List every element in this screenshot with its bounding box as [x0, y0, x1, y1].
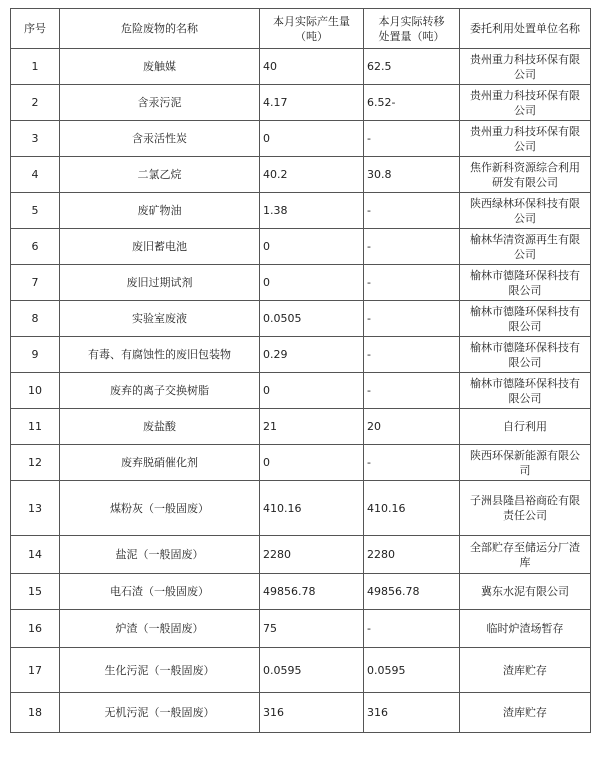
table-row	[11, 193, 591, 229]
waste-name	[60, 193, 260, 229]
transferred-amount-text: -	[367, 240, 371, 253]
disposal-unit-text: 公司	[514, 67, 536, 81]
waste-name	[60, 610, 260, 648]
waste-name	[60, 229, 260, 265]
transferred-amount-text: -	[367, 276, 371, 289]
table-body	[11, 49, 591, 733]
generated-amount	[260, 229, 364, 265]
generated-amount-text: 4.17	[263, 96, 288, 109]
table-row	[11, 121, 591, 157]
table-row	[11, 610, 591, 648]
disposal-unit-text: 榆林市德隆环保科技有	[470, 304, 580, 318]
generated-amount-text: 0	[263, 456, 270, 469]
row-number-text: 1	[31, 60, 39, 73]
row-number-text: 8	[31, 312, 39, 325]
row-number	[11, 445, 60, 481]
row-number	[11, 121, 60, 157]
transferred-amount	[364, 693, 460, 733]
row-number-text: 2	[31, 96, 39, 109]
row-number-text: 3	[31, 132, 39, 145]
transferred-amount-text: 2280	[367, 548, 395, 561]
row-number-text: 6	[31, 240, 39, 253]
transferred-amount-text: -	[367, 312, 371, 325]
generated-amount	[260, 574, 364, 610]
transferred-amount-text: 6.52-	[367, 96, 396, 109]
disposal-unit-text: 贵州重力科技环保有限	[470, 52, 580, 66]
disposal-unit-text: 全部贮存至储运分厂渣	[470, 540, 580, 554]
disposal-unit-text: 榆林华清资源再生有限	[470, 232, 580, 246]
transferred-amount	[364, 193, 460, 229]
row-number-text: 5	[31, 204, 39, 217]
disposal-unit	[460, 85, 591, 121]
transferred-amount-text: 30.8	[367, 168, 392, 181]
row-number	[11, 85, 60, 121]
waste-name	[60, 157, 260, 193]
waste-name	[60, 121, 260, 157]
row-number-text: 14	[28, 548, 42, 561]
disposal-unit-text: 焦作新科资源综合利用	[470, 160, 580, 174]
waste-name	[60, 49, 260, 85]
generated-amount-text: 21	[263, 420, 277, 433]
waste-name	[60, 337, 260, 373]
generated-amount	[260, 337, 364, 373]
disposal-unit-text: 限公司	[508, 319, 542, 333]
disposal-unit-text: 陕西环保新能源有限公	[470, 448, 580, 462]
disposal-unit	[460, 49, 591, 85]
disposal-unit	[460, 337, 591, 373]
header-generated: 本月实际产生量 （吨）	[260, 9, 364, 49]
disposal-unit-text: 限公司	[508, 391, 542, 405]
row-number	[11, 409, 60, 445]
table-row	[11, 373, 591, 409]
generated-amount-text: 316	[263, 706, 284, 719]
header-unit: 委托利用处置单位名称	[460, 9, 591, 49]
waste-name-text: 含汞污泥	[137, 96, 182, 109]
waste-name	[60, 574, 260, 610]
waste-name	[60, 265, 260, 301]
table-row	[11, 481, 591, 536]
generated-amount-text: 0	[263, 276, 270, 289]
row-number	[11, 373, 60, 409]
table-row	[11, 536, 591, 574]
header-transferred: 本月实际转移 处置量（吨）	[364, 9, 460, 49]
generated-amount	[260, 157, 364, 193]
waste-name-text: 废矿物油	[137, 204, 182, 217]
waste-name-text: 废盐酸	[143, 420, 176, 433]
transferred-amount-text: -	[367, 456, 371, 469]
disposal-unit	[460, 610, 591, 648]
waste-name-text: 电石渣（一般固废）	[110, 585, 209, 598]
generated-amount-text: 40.2	[263, 168, 288, 181]
row-number	[11, 693, 60, 733]
waste-name	[60, 409, 260, 445]
transferred-amount	[364, 481, 460, 536]
row-number-text: 15	[28, 585, 42, 598]
generated-amount-text: 40	[263, 60, 277, 73]
table-row	[11, 85, 591, 121]
header-no: 序号	[11, 9, 60, 49]
waste-name-text: 含汞活性炭	[132, 132, 187, 145]
row-number	[11, 157, 60, 193]
waste-name	[60, 481, 260, 536]
waste-name-text: 无机污泥（一般固废）	[104, 706, 215, 719]
row-number-text: 17	[28, 663, 42, 677]
disposal-unit	[460, 121, 591, 157]
waste-name-text: 二氯乙烷	[137, 168, 182, 181]
row-number	[11, 337, 60, 373]
generated-amount	[260, 536, 364, 574]
transferred-amount-text: -	[367, 622, 371, 635]
generated-amount	[260, 265, 364, 301]
table-row	[11, 445, 591, 481]
disposal-unit-text: 贵州重力科技环保有限	[470, 124, 580, 138]
transferred-amount	[364, 337, 460, 373]
disposal-unit	[460, 536, 591, 574]
waste-name-text: 实验室废液	[132, 312, 187, 325]
waste-name-text: 废触媒	[143, 60, 176, 73]
transferred-amount	[364, 574, 460, 610]
generated-amount-text: 0.0595	[263, 663, 302, 677]
row-number-text: 7	[31, 276, 39, 289]
disposal-unit-text: 子洲县隆昌裕商砼有限	[470, 494, 580, 507]
row-number	[11, 536, 60, 574]
table-row	[11, 337, 591, 373]
generated-amount	[260, 610, 364, 648]
transferred-amount	[364, 648, 460, 693]
waste-name	[60, 301, 260, 337]
disposal-unit	[460, 157, 591, 193]
generated-amount-text: 1.38	[263, 204, 288, 217]
row-number-text: 4	[31, 168, 39, 181]
generated-amount	[260, 445, 364, 481]
disposal-unit-text: 公司	[514, 247, 536, 261]
row-number-text: 9	[31, 348, 39, 361]
disposal-unit-text: 临时炉渣场暂存	[486, 622, 564, 635]
disposal-unit	[460, 409, 591, 445]
row-number	[11, 481, 60, 536]
generated-amount-text: 0.0505	[263, 312, 302, 325]
row-number	[11, 610, 60, 648]
transferred-amount	[364, 445, 460, 481]
row-number-text: 10	[28, 384, 42, 397]
transferred-amount-text: -	[367, 132, 371, 145]
waste-name	[60, 85, 260, 121]
waste-name-text: 生化污泥（一般固废）	[104, 663, 215, 677]
disposal-unit-text: 限公司	[508, 355, 542, 369]
disposal-unit-text: 研发有限公司	[492, 175, 558, 189]
disposal-unit	[460, 481, 591, 536]
disposal-unit-text: 榆林市德隆环保科技有	[470, 340, 580, 354]
row-number	[11, 301, 60, 337]
row-number-text: 16	[28, 622, 42, 635]
table-row	[11, 157, 591, 193]
disposal-unit	[460, 193, 591, 229]
row-number-text: 13	[28, 501, 42, 515]
waste-name	[60, 648, 260, 693]
disposal-unit	[460, 373, 591, 409]
waste-name	[60, 373, 260, 409]
waste-name	[60, 536, 260, 574]
generated-amount	[260, 193, 364, 229]
transferred-amount	[364, 121, 460, 157]
waste-name-text: 有毒、有腐蚀性的废旧包装物	[88, 348, 231, 361]
disposal-unit-text: 自行利用	[503, 420, 547, 433]
disposal-unit-text: 限公司	[508, 283, 542, 297]
transferred-amount	[364, 301, 460, 337]
disposal-unit-text: 公司	[514, 103, 536, 117]
generated-amount	[260, 648, 364, 693]
waste-name-text: 废弃的离子交换树脂	[110, 384, 209, 397]
table-row	[11, 301, 591, 337]
transferred-amount	[364, 409, 460, 445]
disposal-unit	[460, 693, 591, 733]
hazardous-waste-table	[10, 8, 591, 733]
table-row	[11, 409, 591, 445]
transferred-amount-text: -	[367, 204, 371, 217]
transferred-amount-text: 62.5	[367, 60, 392, 73]
disposal-unit-text: 榆林市德隆环保科技有	[470, 376, 580, 390]
generated-amount-text: 2280	[263, 548, 291, 561]
disposal-unit-text: 陕西绿林环保科技有限	[470, 196, 580, 210]
disposal-unit	[460, 648, 591, 693]
generated-amount	[260, 481, 364, 536]
generated-amount	[260, 409, 364, 445]
generated-amount	[260, 121, 364, 157]
header-name: 危险废物的名称	[60, 9, 260, 49]
generated-amount	[260, 373, 364, 409]
disposal-unit	[460, 229, 591, 265]
disposal-unit-text: 冀东水泥有限公司	[481, 585, 569, 598]
disposal-unit-text: 公司	[514, 211, 536, 225]
row-number-text: 11	[28, 420, 42, 433]
disposal-unit-text: 榆林市德隆环保科技有	[470, 268, 580, 282]
waste-name-text: 盐泥（一般固废）	[115, 548, 204, 561]
disposal-unit	[460, 301, 591, 337]
row-number-text: 12	[28, 456, 42, 469]
disposal-unit-text: 司	[519, 463, 531, 477]
table-row	[11, 648, 591, 693]
generated-amount	[260, 49, 364, 85]
transferred-amount	[364, 157, 460, 193]
row-number	[11, 49, 60, 85]
row-number	[11, 229, 60, 265]
transferred-amount	[364, 373, 460, 409]
generated-amount-text: 0	[263, 384, 270, 397]
transferred-amount	[364, 49, 460, 85]
waste-name-text: 废旧过期试剂	[126, 276, 193, 289]
generated-amount-text: 0.29	[263, 348, 288, 361]
transferred-amount	[364, 229, 460, 265]
transferred-amount-text: 20	[367, 420, 381, 433]
disposal-unit-text: 贵州重力科技环保有限	[470, 88, 580, 102]
transferred-amount	[364, 610, 460, 648]
row-number	[11, 265, 60, 301]
generated-amount-text: 0	[263, 132, 270, 145]
table-row	[11, 693, 591, 733]
disposal-unit-text: 公司	[514, 139, 536, 153]
waste-name-text: 煤粉灰（一般固废）	[110, 501, 209, 515]
table-row	[11, 229, 591, 265]
disposal-unit-text: 渣库贮存	[503, 663, 547, 677]
table-row	[11, 574, 591, 610]
row-number	[11, 193, 60, 229]
row-number-text: 18	[28, 706, 42, 719]
waste-name-text: 废旧蓄电池	[132, 240, 187, 253]
transferred-amount-text: 49856.78	[367, 585, 420, 598]
waste-name-text: 废弃脱硝催化剂	[121, 456, 198, 469]
transferred-amount-text: 316	[367, 706, 388, 719]
transferred-amount-text: -	[367, 348, 371, 361]
transferred-amount-text: 410.16	[367, 501, 406, 515]
generated-amount	[260, 301, 364, 337]
waste-name-text: 炉渣（一般固废）	[115, 622, 204, 635]
disposal-unit-text: 渣库贮存	[503, 706, 547, 719]
table-row	[11, 265, 591, 301]
transferred-amount	[364, 85, 460, 121]
disposal-unit	[460, 574, 591, 610]
generated-amount-text: 49856.78	[263, 585, 316, 598]
row-number	[11, 648, 60, 693]
disposal-unit	[460, 265, 591, 301]
table-header-row	[11, 9, 591, 49]
generated-amount-text: 75	[263, 622, 277, 635]
table-row	[11, 49, 591, 85]
transferred-amount	[364, 536, 460, 574]
transferred-amount-text: 0.0595	[367, 663, 406, 677]
generated-amount-text: 0	[263, 240, 270, 253]
disposal-unit-text: 库	[519, 555, 531, 569]
transferred-amount	[364, 265, 460, 301]
waste-name	[60, 445, 260, 481]
generated-amount	[260, 85, 364, 121]
disposal-unit	[460, 445, 591, 481]
generated-amount	[260, 693, 364, 733]
transferred-amount-text: -	[367, 384, 371, 397]
row-number	[11, 574, 60, 610]
waste-name	[60, 693, 260, 733]
generated-amount-text: 410.16	[263, 501, 302, 515]
disposal-unit-text: 责任公司	[503, 509, 547, 522]
